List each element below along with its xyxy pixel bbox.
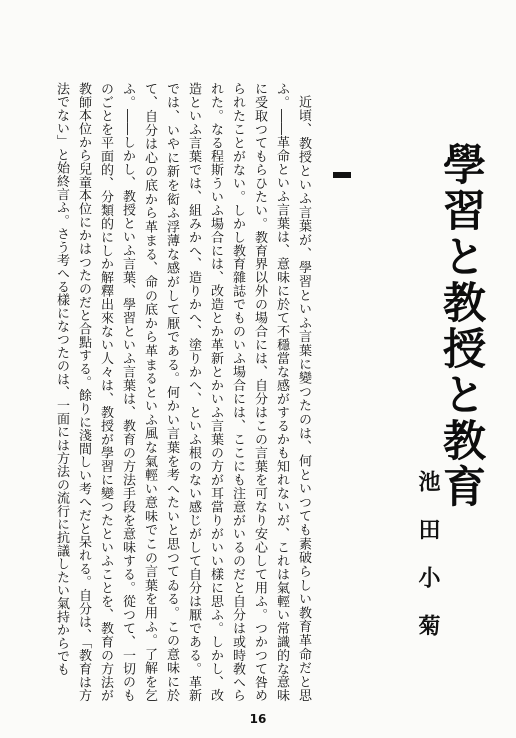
section-number-mark [333, 172, 351, 178]
article-title: 學習と教授と教育 [436, 142, 486, 510]
body-paragraph: 近頃、教授といふ言葉が、學習といふ言葉に變つたのは、何といつても素破らしい教育革命だと思ふ。――革命といふ言葉は、意味に於て不穩當な感がするかも知れないが、これは氣輕い常識的な意味に受取つてもらひたい。教育界以外の場合には、自分はこの言葉を可なり安心して用ふ。つかつて咎められたことがない。しかし教育雜誌でものいふ場合には、ここにも注意がいるのだと自分は或時敎へられた。なる程斯ういふ場合には、改造とか革新とかいふ言葉の方が耳當りがいい樣に思ふ。しかし、改造といふ言葉では、組みかへ、造りかへ、塗りかへ、といふ根のない感じがして自分は厭である。革新では、いやに新を衒ふ浮薄な感がして厭である。何かい言葉を考へたいと思つてゐる。この意味に於て、自分は心の底から革まる、命の底から革まるといふ風な氣輕い意味でこの言葉を用ふ。了解を乞ふ。――しかし、教授といふ言葉、學習といふ言葉は、教育の方法手段を意味する。從つて、一切のものごとを平面的、分類的にしか解釋出來ない人々は、教授が學習に變つたといふことを、教育の方法が教師本位から兒童本位にかはつたのだと合點する。餘りに淺間しい考へだと呆れる。自分は、「教育は方法でない」と始終言ふ。さう考へる樣になつたのは、一面には方法の流行に抗議したい氣持からでも [54, 82, 311, 702]
author-name: 池田小菊 [415, 470, 440, 662]
page-number: 16 [249, 712, 267, 726]
body-text [28, 82, 314, 702]
